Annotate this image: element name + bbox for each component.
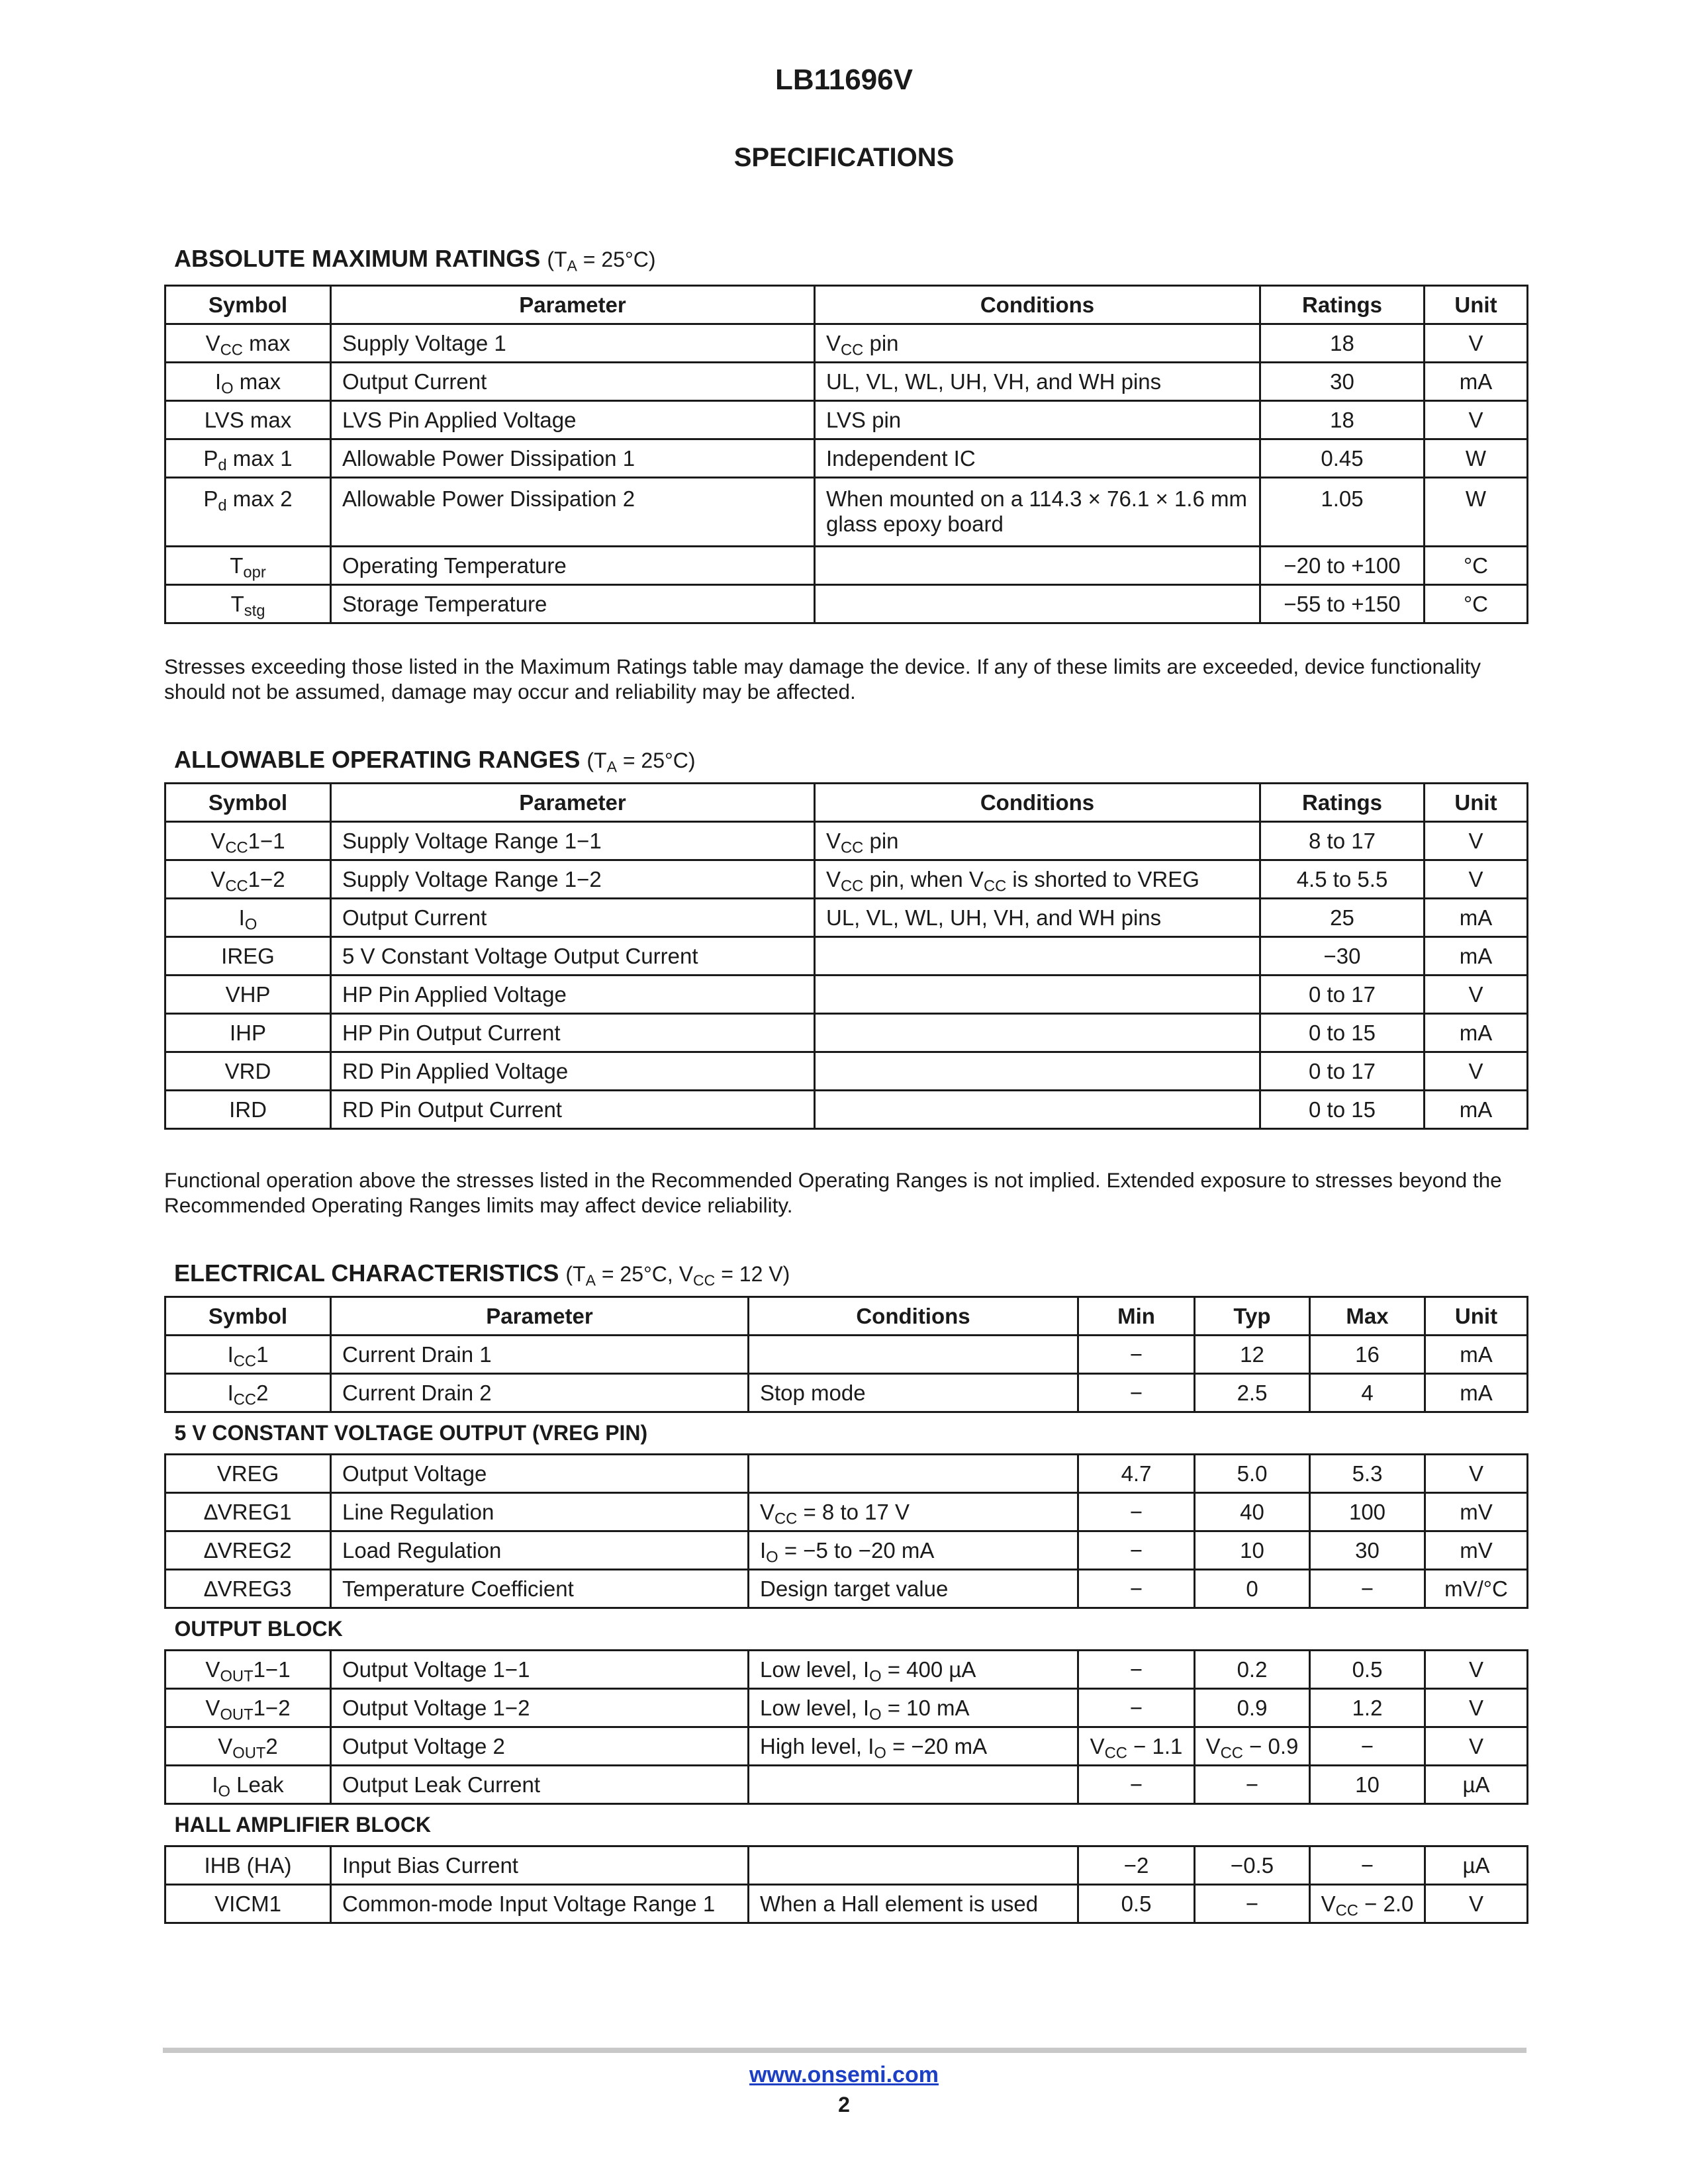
unit-cell: °C: [1425, 547, 1528, 585]
symbol-cell: $V_{OUT}1-1$: [165, 1651, 331, 1689]
table-row: [165, 1455, 1528, 1493]
group-row-vreg: [165, 1412, 1528, 1455]
table-row: [165, 899, 1528, 937]
parameter-cell: HP Pin Applied Voltage: [331, 976, 815, 1014]
min-cell: −: [1078, 1493, 1195, 1531]
rating-cell: −30: [1260, 937, 1425, 976]
typ-cell: 12: [1195, 1336, 1310, 1374]
conditions-cell: When a Hall element is used: [749, 1885, 1078, 1923]
conditions-cell: When mounted on a 114.3 × 76.1 × 1.6 mm glass epoxy board: [815, 478, 1260, 547]
table-row: [165, 478, 1528, 547]
table-row: [165, 547, 1528, 585]
max-cell: $V_{CC} - 2.0$: [1310, 1885, 1425, 1923]
unit-cell: V: [1425, 822, 1528, 860]
unit-cell: µA: [1425, 1846, 1528, 1885]
rating-cell: 25: [1260, 899, 1425, 937]
typ-cell: 2.5: [1195, 1374, 1310, 1412]
rating-cell: 0 to 17: [1260, 1052, 1425, 1091]
conditions-cell: [815, 1014, 1260, 1052]
typ-cell: 0: [1195, 1570, 1310, 1608]
unit-cell: mV: [1425, 1493, 1528, 1531]
symbol-cell: $I_O$ Leak: [165, 1766, 331, 1804]
conditions-cell: [815, 585, 1260, 623]
table-row: [165, 822, 1528, 860]
unit-cell: W: [1425, 478, 1528, 547]
parameter-cell: Output Voltage: [331, 1455, 749, 1493]
typ-cell: $V_{CC} - 0.9$: [1195, 1727, 1310, 1766]
col-conditions: Conditions: [749, 1297, 1078, 1336]
op-ranges-note: Functional operation above the stresses listed in the Recommended Operating Ranges is not implied. Extended exposure to stresses beyond the Recommended Operating Ranges limits may affect device reliability.: [164, 1168, 1502, 1217]
parameter-cell: RD Pin Applied Voltage: [331, 1052, 815, 1091]
rating-cell: 0 to 15: [1260, 1014, 1425, 1052]
col-typ: Typ: [1195, 1297, 1310, 1336]
unit-cell: °C: [1425, 585, 1528, 623]
max-cell: 16: [1310, 1336, 1425, 1374]
unit-cell: V: [1425, 1651, 1528, 1689]
typ-cell: −: [1195, 1885, 1310, 1923]
unit-cell: mA: [1425, 1014, 1528, 1052]
col-unit: Unit: [1425, 1297, 1528, 1336]
conditions-cell: Design target value: [749, 1570, 1078, 1608]
max-cell: 5.3: [1310, 1455, 1425, 1493]
symbol-cell: VRD: [165, 1052, 331, 1091]
unit-cell: V: [1425, 1885, 1528, 1923]
unit-cell: V: [1425, 1455, 1528, 1493]
footer-website-link[interactable]: www.onsemi.com: [749, 2062, 939, 2087]
table-row: [165, 439, 1528, 478]
min-cell: −: [1078, 1766, 1195, 1804]
abs-max-title: ABSOLUTE MAXIMUM RATINGS: [174, 245, 541, 272]
rating-cell: 0 to 15: [1260, 1091, 1425, 1129]
parameter-cell: Supply Voltage 1: [331, 324, 815, 363]
table-row: [165, 1091, 1528, 1129]
table-row: [165, 363, 1528, 401]
conditions-cell: [749, 1455, 1078, 1493]
table-row: [165, 1846, 1528, 1885]
symbol-cell: IRD: [165, 1091, 331, 1129]
col-conditions: Conditions: [815, 286, 1260, 324]
max-cell: −: [1310, 1570, 1425, 1608]
unit-cell: mA: [1425, 937, 1528, 976]
parameter-cell: Line Regulation: [331, 1493, 749, 1531]
unit-cell: mA: [1425, 1374, 1528, 1412]
parameter-cell: Allowable Power Dissipation 1: [331, 439, 815, 478]
table-row: [165, 324, 1528, 363]
max-cell: 100: [1310, 1493, 1425, 1531]
table-header-row: [165, 286, 1528, 324]
conditions-cell: [815, 1091, 1260, 1129]
max-cell: 10: [1310, 1766, 1425, 1804]
abs-max-heading: [174, 245, 656, 273]
max-cell: 4: [1310, 1374, 1425, 1412]
typ-cell: 10: [1195, 1531, 1310, 1570]
group-label: 5 V CONSTANT VOLTAGE OUTPUT (VREG PIN): [174, 1421, 648, 1445]
parameter-cell: LVS Pin Applied Voltage: [331, 401, 815, 439]
col-ratings: Ratings: [1260, 784, 1425, 822]
parameter-cell: Common-mode Input Voltage Range 1: [331, 1885, 749, 1923]
table-row: [165, 401, 1528, 439]
unit-cell: V: [1425, 324, 1528, 363]
symbol-cell: ∆VREG2: [165, 1531, 331, 1570]
unit-cell: mA: [1425, 1091, 1528, 1129]
parameter-cell: Output Voltage 2: [331, 1727, 749, 1766]
table-row: [165, 937, 1528, 976]
page-number: 2: [838, 2093, 850, 2116]
parameter-cell: Supply Voltage Range 1−2: [331, 860, 815, 899]
op-ranges-title: ALLOWABLE OPERATING RANGES: [174, 746, 581, 773]
unit-cell: mA: [1425, 1336, 1528, 1374]
rating-cell: −55 to +150: [1260, 585, 1425, 623]
parameter-cell: Output Leak Current: [331, 1766, 749, 1804]
max-cell: −: [1310, 1727, 1425, 1766]
symbol-cell: ∆VREG1: [165, 1493, 331, 1531]
elec-title: ELECTRICAL CHARACTERISTICS: [174, 1259, 559, 1287]
symbol-cell: $V_{CC}$ max: [165, 324, 331, 363]
symbol-cell: VREG: [165, 1455, 331, 1493]
symbol-cell: $V_{OUT}1-2$: [165, 1689, 331, 1727]
op-ranges-conditions: $(T_A = 25^\circ C)$: [586, 749, 696, 776]
conditions-cell: Independent IC: [815, 439, 1260, 478]
max-cell: −: [1310, 1846, 1425, 1885]
typ-cell: −0.5: [1195, 1846, 1310, 1885]
conditions-cell: [815, 937, 1260, 976]
parameter-cell: Current Drain 1: [331, 1336, 749, 1374]
min-cell: −: [1078, 1531, 1195, 1570]
table-row: [165, 1727, 1528, 1766]
unit-cell: V: [1425, 860, 1528, 899]
col-unit: Unit: [1425, 286, 1528, 324]
rating-cell: −20 to +100: [1260, 547, 1425, 585]
conditions-cell: $V_{CC}$ pin, when $V_{CC}$ is shorted to VREG: [815, 860, 1260, 899]
typ-cell: 0.9: [1195, 1689, 1310, 1727]
symbol-cell: VICM1: [165, 1885, 331, 1923]
rating-cell: 18: [1260, 401, 1425, 439]
symbol-cell: VHP: [165, 976, 331, 1014]
abs-max-conditions: $(T_A = 25^\circ C)$: [547, 248, 656, 275]
table-row: [165, 860, 1528, 899]
rating-cell: 0 to 17: [1260, 976, 1425, 1014]
conditions-cell: [815, 976, 1260, 1014]
conditions-cell: $V_{CC} = 8$ to 17 V: [749, 1493, 1078, 1531]
conditions-cell: $V_{CC}$ pin: [815, 822, 1260, 860]
unit-cell: W: [1425, 439, 1528, 478]
conditions-cell: Stop mode: [749, 1374, 1078, 1412]
part-number-title: LB11696V: [775, 64, 913, 96]
parameter-cell: 5 V Constant Voltage Output Current: [331, 937, 815, 976]
table-row: [165, 1014, 1528, 1052]
symbol-cell: $T_{opr}$: [165, 547, 331, 585]
min-cell: −: [1078, 1651, 1195, 1689]
elec-conditions: ($T_A = 25^\circ C$, $V_{CC} = 12$ V): [565, 1262, 790, 1289]
col-parameter: Parameter: [331, 1297, 749, 1336]
table-row: [165, 1052, 1528, 1091]
symbol-cell: IREG: [165, 937, 331, 976]
symbol-cell: $T_{stg}$: [165, 585, 331, 623]
symbol-cell: IHP: [165, 1014, 331, 1052]
typ-cell: 5.0: [1195, 1455, 1310, 1493]
unit-cell: mA: [1425, 899, 1528, 937]
table-row: [165, 976, 1528, 1014]
table-row: [165, 1885, 1528, 1923]
conditions-cell: [815, 1052, 1260, 1091]
col-symbol: Symbol: [165, 1297, 331, 1336]
unit-cell: µA: [1425, 1766, 1528, 1804]
col-parameter: Parameter: [331, 286, 815, 324]
table-row: [165, 1374, 1528, 1412]
min-cell: 4.7: [1078, 1455, 1195, 1493]
table-row: [165, 1689, 1528, 1727]
max-cell: 1.2: [1310, 1689, 1425, 1727]
min-cell: −: [1078, 1336, 1195, 1374]
table-row: [165, 1651, 1528, 1689]
col-symbol: Symbol: [165, 784, 331, 822]
parameter-cell: Current Drain 2: [331, 1374, 749, 1412]
conditions-cell: [749, 1766, 1078, 1804]
rating-cell: 8 to 17: [1260, 822, 1425, 860]
parameter-cell: Input Bias Current: [331, 1846, 749, 1885]
col-symbol: Symbol: [165, 286, 331, 324]
symbol-cell: $V_{CC}1-1$: [165, 822, 331, 860]
col-unit: Unit: [1425, 784, 1528, 822]
unit-cell: V: [1425, 1052, 1528, 1091]
conditions-cell: LVS pin: [815, 401, 1260, 439]
group-row-hall: [165, 1804, 1528, 1846]
table-header-row: [165, 1297, 1528, 1336]
symbol-cell: $P_d$ max 1: [165, 439, 331, 478]
min-cell: 0.5: [1078, 1885, 1195, 1923]
min-cell: −: [1078, 1374, 1195, 1412]
table-row: [165, 1493, 1528, 1531]
section-title: SPECIFICATIONS: [733, 143, 955, 172]
elec-table: [164, 1296, 1528, 1924]
op-ranges-table: [164, 782, 1528, 1130]
col-conditions: Conditions: [815, 784, 1260, 822]
min-cell: −: [1078, 1689, 1195, 1727]
symbol-cell: $I_O$: [165, 899, 331, 937]
symbol-cell: $I_O$ max: [165, 363, 331, 401]
parameter-cell: Output Voltage 1−2: [331, 1689, 749, 1727]
col-parameter: Parameter: [331, 784, 815, 822]
rating-cell: 4.5 to 5.5: [1260, 860, 1425, 899]
rating-cell: 30: [1260, 363, 1425, 401]
max-cell: 30: [1310, 1531, 1425, 1570]
elec-heading: [174, 1259, 790, 1287]
abs-max-note: Stresses exceeding those listed in the Maximum Ratings table may damage the device. If any of these limits are exceeded, device functionality should not be assumed, damage may occur and reliability may be affected.: [164, 655, 1481, 704]
table-row: [165, 1766, 1528, 1804]
unit-cell: V: [1425, 1689, 1528, 1727]
conditions-cell: Low level, $I_O = 400$ µA: [749, 1651, 1078, 1689]
unit-cell: V: [1425, 976, 1528, 1014]
conditions-cell: UL, VL, WL, UH, VH, and WH pins: [815, 363, 1260, 401]
min-cell: −: [1078, 1570, 1195, 1608]
unit-cell: V: [1425, 1727, 1528, 1766]
col-min: Min: [1078, 1297, 1195, 1336]
conditions-cell: Low level, $I_O = 10$ mA: [749, 1689, 1078, 1727]
typ-cell: −: [1195, 1766, 1310, 1804]
unit-cell: mV: [1425, 1531, 1528, 1570]
unit-cell: V: [1425, 401, 1528, 439]
conditions-cell: [749, 1846, 1078, 1885]
unit-cell: mV/°C: [1425, 1570, 1528, 1608]
min-cell: −2: [1078, 1846, 1195, 1885]
table-header-row: [165, 784, 1528, 822]
col-ratings: Ratings: [1260, 286, 1425, 324]
symbol-cell: $I_{CC}2$: [165, 1374, 331, 1412]
symbol-cell: ∆VREG3: [165, 1570, 331, 1608]
typ-cell: 0.2: [1195, 1651, 1310, 1689]
parameter-cell: Output Current: [331, 363, 815, 401]
table-row: [165, 1570, 1528, 1608]
rating-cell: 1.05: [1260, 478, 1425, 547]
symbol-cell: LVS max: [165, 401, 331, 439]
conditions-cell: High level, $I_O = -20$ mA: [749, 1727, 1078, 1766]
abs-max-table: [164, 285, 1528, 624]
col-max: Max: [1310, 1297, 1425, 1336]
group-row-output: [165, 1608, 1528, 1651]
unit-cell: mA: [1425, 363, 1528, 401]
max-cell: 0.5: [1310, 1651, 1425, 1689]
parameter-cell: HP Pin Output Current: [331, 1014, 815, 1052]
op-ranges-heading: [174, 746, 696, 774]
parameter-cell: Temperature Coefficient: [331, 1570, 749, 1608]
symbol-cell: IHB (HA): [165, 1846, 331, 1885]
conditions-cell: $V_{CC}$ pin: [815, 324, 1260, 363]
table-row: [165, 585, 1528, 623]
parameter-cell: Storage Temperature: [331, 585, 815, 623]
symbol-cell: $V_{CC}1-2$: [165, 860, 331, 899]
conditions-cell: UL, VL, WL, UH, VH, and WH pins: [815, 899, 1260, 937]
parameter-cell: Operating Temperature: [331, 547, 815, 585]
symbol-cell: $P_d$ max 2: [165, 478, 331, 547]
parameter-cell: Allowable Power Dissipation 2: [331, 478, 815, 547]
symbol-cell: $I_{CC}1$: [165, 1336, 331, 1374]
parameter-cell: Output Current: [331, 899, 815, 937]
symbol-cell: $V_{OUT}2$: [165, 1727, 331, 1766]
typ-cell: 40: [1195, 1493, 1310, 1531]
parameter-cell: Output Voltage 1−1: [331, 1651, 749, 1689]
group-label: OUTPUT BLOCK: [174, 1617, 343, 1641]
conditions-cell: [815, 547, 1260, 585]
parameter-cell: RD Pin Output Current: [331, 1091, 815, 1129]
conditions-cell: $I_O = -5$ to −20 mA: [749, 1531, 1078, 1570]
group-label: HALL AMPLIFIER BLOCK: [174, 1813, 432, 1837]
table-row: [165, 1531, 1528, 1570]
rating-cell: 18: [1260, 324, 1425, 363]
parameter-cell: Load Regulation: [331, 1531, 749, 1570]
table-row: [165, 1336, 1528, 1374]
parameter-cell: Supply Voltage Range 1−1: [331, 822, 815, 860]
rating-cell: 0.45: [1260, 439, 1425, 478]
conditions-cell: [749, 1336, 1078, 1374]
min-cell: $V_{CC} - 1.1$: [1078, 1727, 1195, 1766]
footer-divider: [163, 2048, 1526, 2053]
